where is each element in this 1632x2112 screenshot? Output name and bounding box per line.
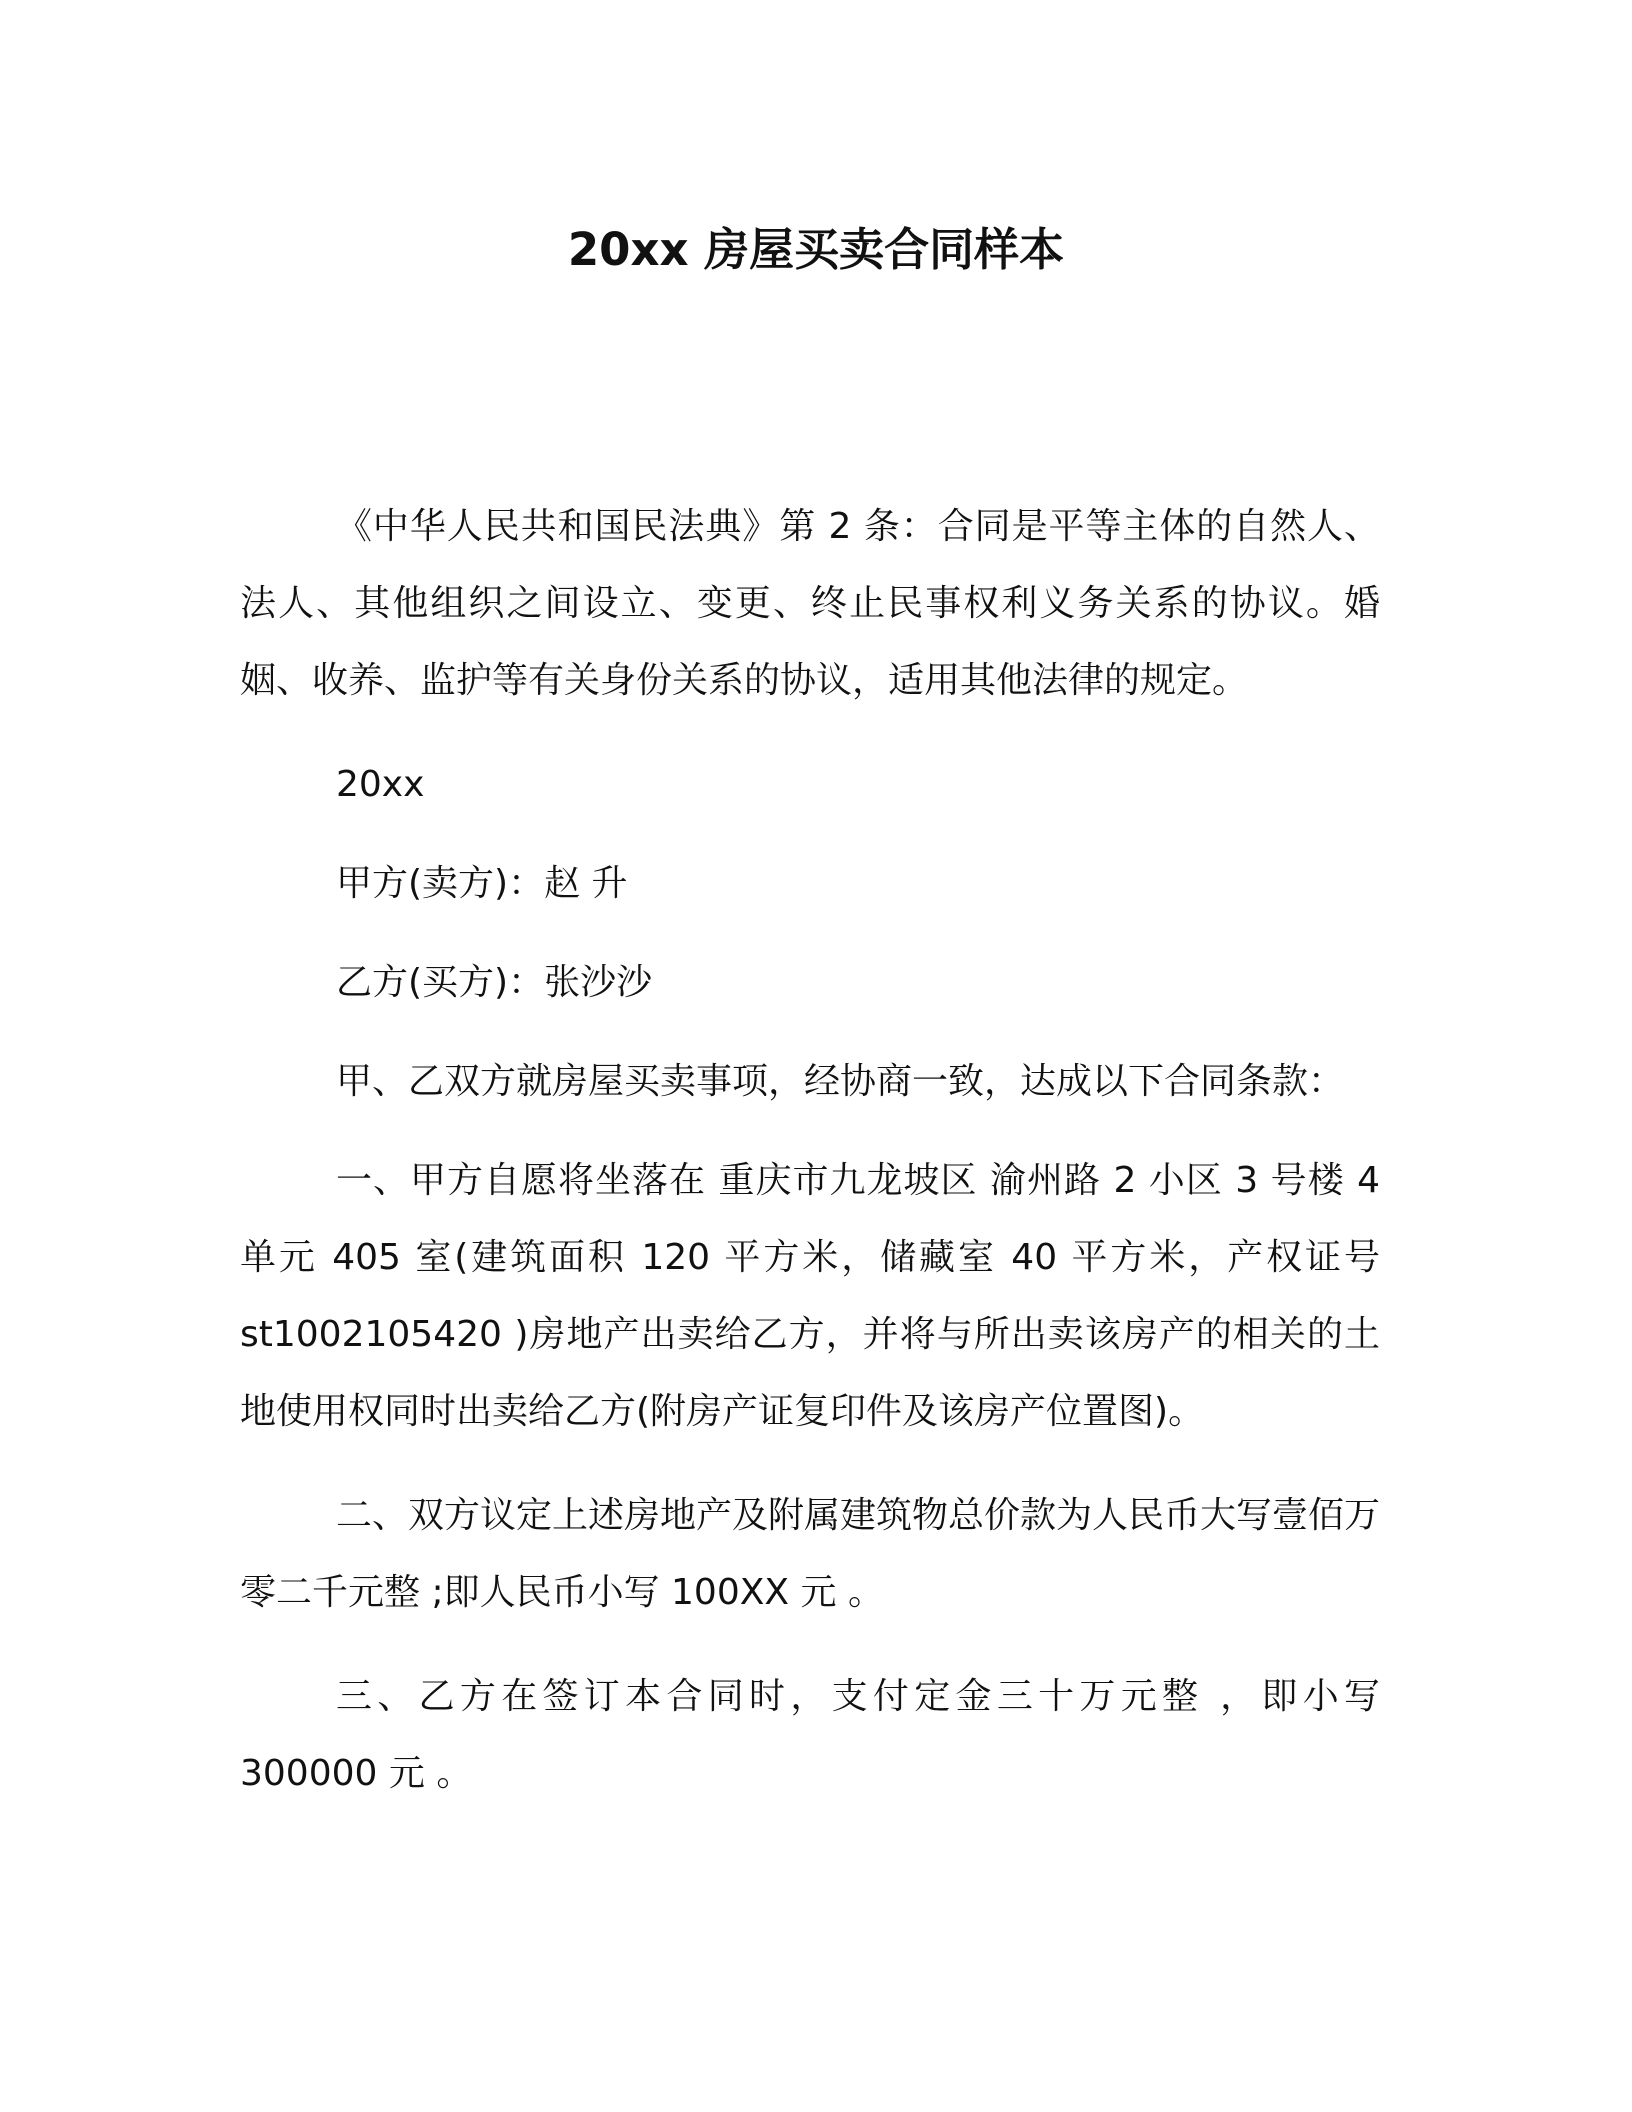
- paragraph-clause-3: 三、乙方在签订本合同时，支付定金三十万元整 ，即小写 300000 元 。: [240, 1676, 1380, 1794]
- paragraph-civil-code: 《中华人民共和国民法典》第 2 条：合同是平等主体的自然人、法人、其他组织之间设立、变更、终止民事权利义务关系的协议。婚姻、收养、监护等有关身份关系的协议，适用其他法律的规定。: [240, 506, 1380, 701]
- paragraph-clause-2: 二、双方议定上述房地产及附属建筑物总价款为人民币大写壹佰万零二千元整 ;即人民币小写 100XX 元 。: [240, 1495, 1381, 1613]
- paragraph-agreement-intro: 甲、乙双方就房屋买卖事项，经协商一致，达成以下合同条款：: [336, 1061, 1345, 1102]
- paragraph-party-a: 甲方(卖方)：赵 升: [336, 863, 628, 904]
- document-body: [240, 488, 1380, 1839]
- document-title: 20xx 房屋买卖合同样本: [567, 223, 1065, 276]
- paragraph-year: 20xx: [336, 764, 425, 805]
- paragraph-party-b: 乙方(买方)：张沙沙: [336, 962, 653, 1003]
- paragraph-clause-1: 一、甲方自愿将坐落在 重庆市九龙坡区 渝州路 2 小区 3 号楼 4 单元 405 室(建筑面积 120 平方米，储藏室 40 平方米，产权证号 st1002105420 )房地产出卖给乙方，并将与所出卖该房产的相关的土地使用权同时出卖给乙方(附房产证复印件及该房产位置图)。: [240, 1160, 1380, 1432]
